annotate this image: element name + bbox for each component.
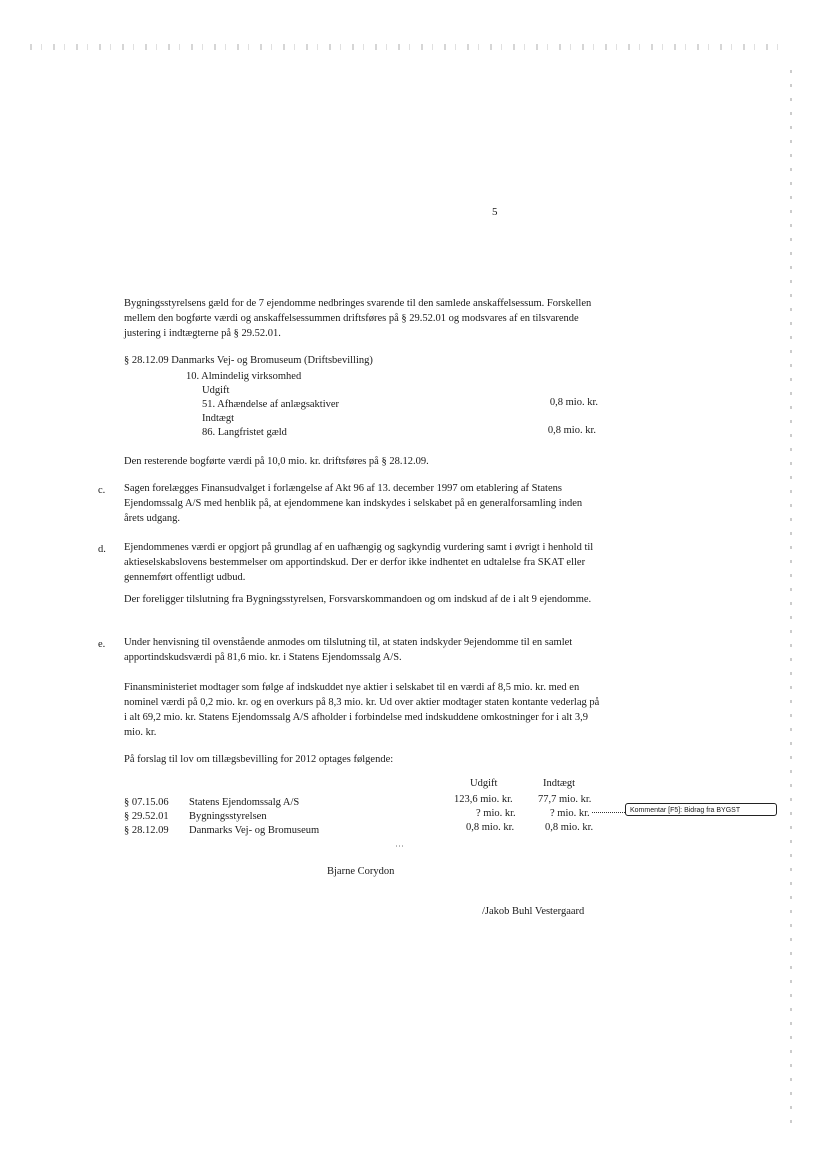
section-e-text-2: Finansministeriet modtager som følge af indskuddet nye aktier i selskabet til en værdi af 8,5 mio. kr. med en nominel værdi på 0,2 mio. kr. og en overkurs på 8,3 mio. kr. Ud over aktier modtager staten kontante vederlag på i alt 69,2 mio. kr. Statens Ejendomssalg A/S afholder i forbindelse med indskuddene omkostninger for i alt 3,9 mio. kr.	[124, 682, 600, 738]
section-e-marker: e.	[98, 639, 106, 650]
section-d-marker: d.	[98, 544, 106, 555]
budget-income-line: 86. Langfristet gæld	[202, 427, 287, 438]
scan-noise-top	[30, 44, 780, 50]
table-cell-expense: 123,6 mio. kr.	[454, 794, 513, 805]
budget-income-heading: Indtægt	[202, 413, 235, 424]
table-header-expense: Udgift	[470, 778, 498, 789]
section-d-text-2: Der foreligger tilslutning fra Bygningsstyrelsen, Forsvarskommandoen og om indskud af de i alt 9 ejendomme.	[124, 594, 592, 605]
scan-edge-right	[790, 70, 792, 1130]
table-cell-name: Statens Ejendomssalg A/S	[189, 797, 300, 808]
table-cell-expense: ? mio. kr.	[476, 808, 516, 819]
table-header-income: Indtægt	[543, 778, 576, 789]
table-cell-expense: 0,8 mio. kr.	[466, 822, 515, 833]
comment-box[interactable]: Kommentar [F5]: Bidrag fra BYGST	[625, 803, 777, 816]
signature-official: /Jakob Buhl Vestergaard	[482, 906, 585, 917]
rest-paragraph: Den resterende bogførte værdi på 10,0 mio. kr. driftsføres på § 28.12.09.	[124, 456, 429, 467]
table-cell-income: 0,8 mio. kr.	[545, 822, 594, 833]
law-paragraph: På forslag til lov om tillægsbevilling for 2012 optages følgende:	[124, 754, 394, 765]
comment-leader-line	[592, 812, 625, 813]
section-c-marker: c.	[98, 485, 106, 496]
table-cell-income: ? mio. kr.	[550, 808, 590, 819]
table-cell-name: Bygningsstyrelsen	[189, 811, 267, 822]
budget-expense-line: 51. Afhændelse af anlægsaktiver	[202, 399, 340, 410]
section-e-text: Under henvisning til ovenstående anmodes om tilslutning til, at staten indskyder 9ejendomme til en samlet apportindskudsværdi på 81,6 mio. kr. i Statens Ejendomssalg A/S.	[124, 637, 573, 663]
table-cell-section: § 29.52.01	[124, 811, 169, 822]
debt-paragraph: Bygningsstyrelsens gæld for de 7 ejendomme nedbringes svarende til den samlede anskaffelsessum. Forskellen mellem den bogførte værdi og anskaffelsessummen driftsføres på § 29.52.01 og modsvares af en tilsvarende justering i indtægterne på § 29.52.01.	[124, 298, 592, 339]
scan-speck: ˙˙˙	[395, 844, 404, 854]
page-number: 5	[492, 206, 498, 218]
section-d-text: Ejendommenes værdi er opgjort på grundlag af en uafhængig og sagkyndig vurdering samt i øvrigt i henhold til aktieselskabslovens bestemmelser om apportindskud. Der er derfor ikke indhentet en udtalelse fra SKAT eller gennemført offentligt udbud.	[124, 542, 594, 583]
signature-minister: Bjarne Corydon	[327, 866, 395, 877]
table-cell-section: § 28.12.09	[124, 825, 169, 836]
table-cell-section: § 07.15.06	[124, 797, 169, 808]
budget-expense-heading: Udgift	[202, 385, 230, 396]
budget-title: § 28.12.09 Danmarks Vej- og Bromuseum (Driftsbevilling)	[124, 355, 373, 366]
budget-income-amount: 0,8 mio. kr.	[547, 425, 596, 436]
table-cell-name: Danmarks Vej- og Bromuseum	[189, 825, 320, 836]
budget-activity: 10. Almindelig virksomhed	[186, 371, 302, 382]
budget-expense-amount: 0,8 mio. kr.	[549, 397, 598, 408]
section-c-text: Sagen forelægges Finansudvalget i forlængelse af Akt 96 af 13. december 1997 om etablering af Statens Ejendomssalg A/S med henblik på, at ejendommene kan indskydes i selskabet på en generalforsamling inden årets udgang.	[124, 483, 583, 524]
table-cell-income: 77,7 mio. kr.	[538, 794, 592, 805]
